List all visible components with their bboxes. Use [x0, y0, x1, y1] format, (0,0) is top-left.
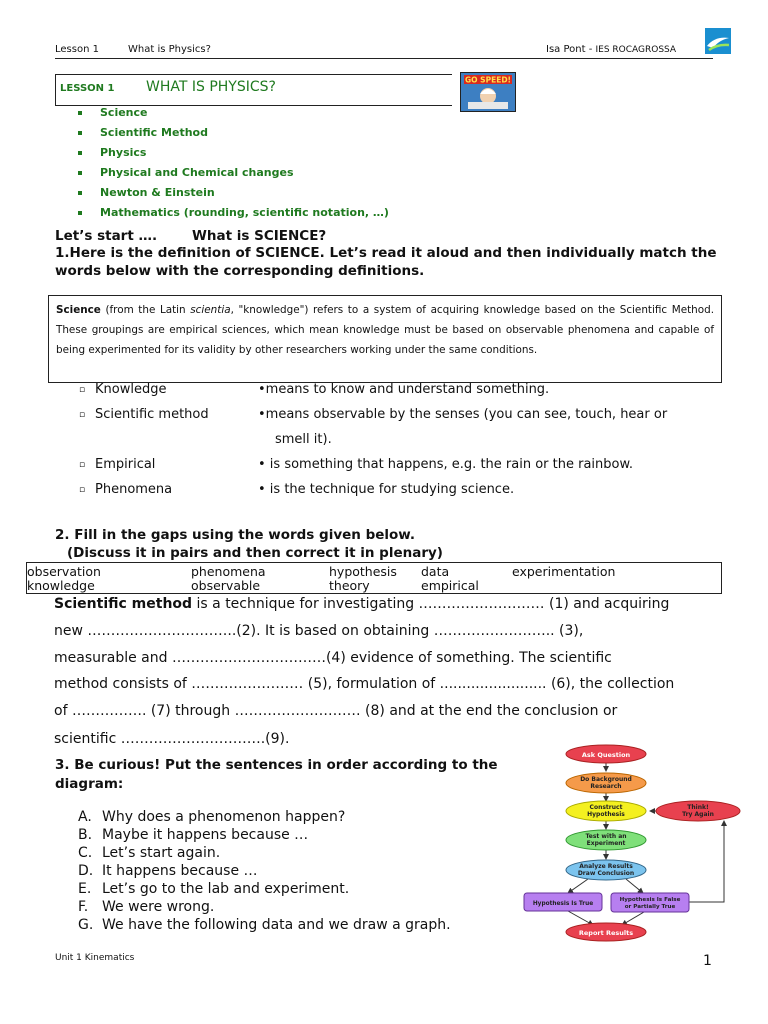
gap-line-1: Scientific method is a technique for investigating ……………………… (1) and acquiring — [54, 596, 670, 612]
section-3-title-2: diagram: — [55, 776, 124, 792]
instruction-line-1: 1.Here is the definition of SCIENCE. Let’s read it aloud and then individually match the — [55, 245, 717, 261]
node-false-label-2: or Partially True — [624, 904, 676, 910]
lesson-title: WHAT IS PHYSICS? — [146, 79, 276, 95]
topic-item: Physics — [78, 146, 146, 159]
what-is-science: What is SCIENCE? — [192, 228, 327, 244]
scientific-method-diagram — [518, 740, 748, 945]
node-hypothesis-label-2: Hypothesis — [587, 811, 625, 818]
sentence-item: B. Maybe it happens because … — [78, 827, 309, 843]
word: theory — [329, 578, 370, 593]
section-3-title: 3. Be curious! Put the sentences in order according to the — [55, 757, 498, 773]
sentence-item: G. We have the following data and we draw a graph. — [78, 917, 451, 933]
node-report-label: Report Results — [578, 929, 634, 937]
node-hypothesis-label-1: Construct — [589, 804, 623, 811]
node-experiment-label-2: Experiment — [586, 840, 626, 847]
node-research-label-1: Do Background — [580, 776, 632, 783]
word: observable — [191, 578, 261, 593]
go-speed-text: GO SPEED! — [465, 75, 511, 85]
node-analyze-label-1: Analyze Results — [579, 863, 633, 870]
node-think-label-2: Try Again — [682, 811, 714, 818]
word: knowledge — [27, 578, 95, 593]
node-ask-question-label: Ask Question — [581, 751, 631, 759]
page-number: 1 — [703, 953, 712, 969]
word: phenomena — [191, 564, 266, 579]
gap-line-6: scientific ………………………….(9). — [54, 731, 290, 747]
diagram-arrow — [568, 911, 593, 925]
science-definition: Science (from the Latin scientia, "knowledge") refers to a system of acquiring knowledge based on the Scientific Method. These groupings are empirical sciences, which mean knowledge must be based on observable phenomena and capable of being experimented for its validity by other researchers working under the same conditions. — [56, 304, 714, 356]
topic-item: Physical and Chemical changes — [78, 166, 294, 179]
instruction-line-2: words below with the corresponding definitions. — [55, 263, 425, 279]
node-think-label-1: Think! — [687, 804, 709, 811]
gap-line-3: measurable and ……………………………(4) evidence of something. The scientific — [54, 650, 612, 666]
sentence-item: C. Let’s start again. — [78, 845, 221, 861]
gap-line-5: of ……………. (7) through ……………………… (8) and at the end the conclusion or — [54, 703, 618, 719]
school-logo-icon — [705, 28, 731, 54]
diagram-arrow — [689, 821, 724, 902]
topic-item: Mathematics (rounding, scientific notation, …) — [78, 206, 389, 219]
word-bank — [26, 562, 722, 594]
word: data — [421, 564, 450, 579]
footer-unit: Unit 1 Kinematics — [55, 953, 135, 963]
gap-line-2: new …………………………..(2). It is based on obtaining …………………….. (3), — [54, 623, 584, 639]
lesson-label: LESSON 1 — [60, 83, 115, 94]
go-speed-image — [460, 72, 516, 112]
diagram-arrow — [626, 879, 643, 893]
word: empirical — [421, 578, 479, 593]
node-analyze-label-2: Draw Conclusion — [577, 870, 635, 877]
science-definition-box — [48, 295, 722, 383]
lets-start: Let’s start …. — [55, 228, 158, 244]
sentence-item: A. Why does a phenomenon happen? — [78, 809, 346, 825]
header-title: What is Physics? — [128, 44, 211, 55]
header-rule — [55, 58, 713, 59]
section-2-subtitle: (Discuss it in pairs and then correct it in plenary) — [67, 545, 443, 561]
sentence-item: D. It happens because … — [78, 863, 258, 879]
topic-item: Newton & Einstein — [78, 186, 215, 199]
section-2-title: 2. Fill in the gaps using the words given below. — [55, 527, 416, 543]
gap-line-4: method consists of …………………… (5), formulation of ........................ (6), the collection — [54, 676, 675, 692]
word: experimentation — [512, 564, 616, 579]
diagram-arrow — [622, 912, 644, 925]
word: observation — [27, 564, 101, 579]
node-research-label-2: Research — [590, 783, 622, 790]
sentence-item: F. We were wrong. — [78, 899, 215, 915]
diagram-arrow — [568, 879, 588, 893]
sentence-item: E. Let’s go to the lab and experiment. — [78, 881, 350, 897]
node-true-label: Hypothesis Is True — [532, 901, 594, 907]
topic-item: Science — [78, 106, 148, 119]
node-experiment-label-1: Test with an — [585, 833, 627, 840]
word: hypothesis — [329, 564, 397, 579]
header-author: Isa Pont - IES ROCAGROSSA — [546, 44, 677, 55]
node-false-label-1: Hypothesis Is False — [619, 897, 681, 903]
topic-item: Scientific Method — [78, 126, 208, 139]
header-lesson: Lesson 1 — [55, 44, 99, 55]
